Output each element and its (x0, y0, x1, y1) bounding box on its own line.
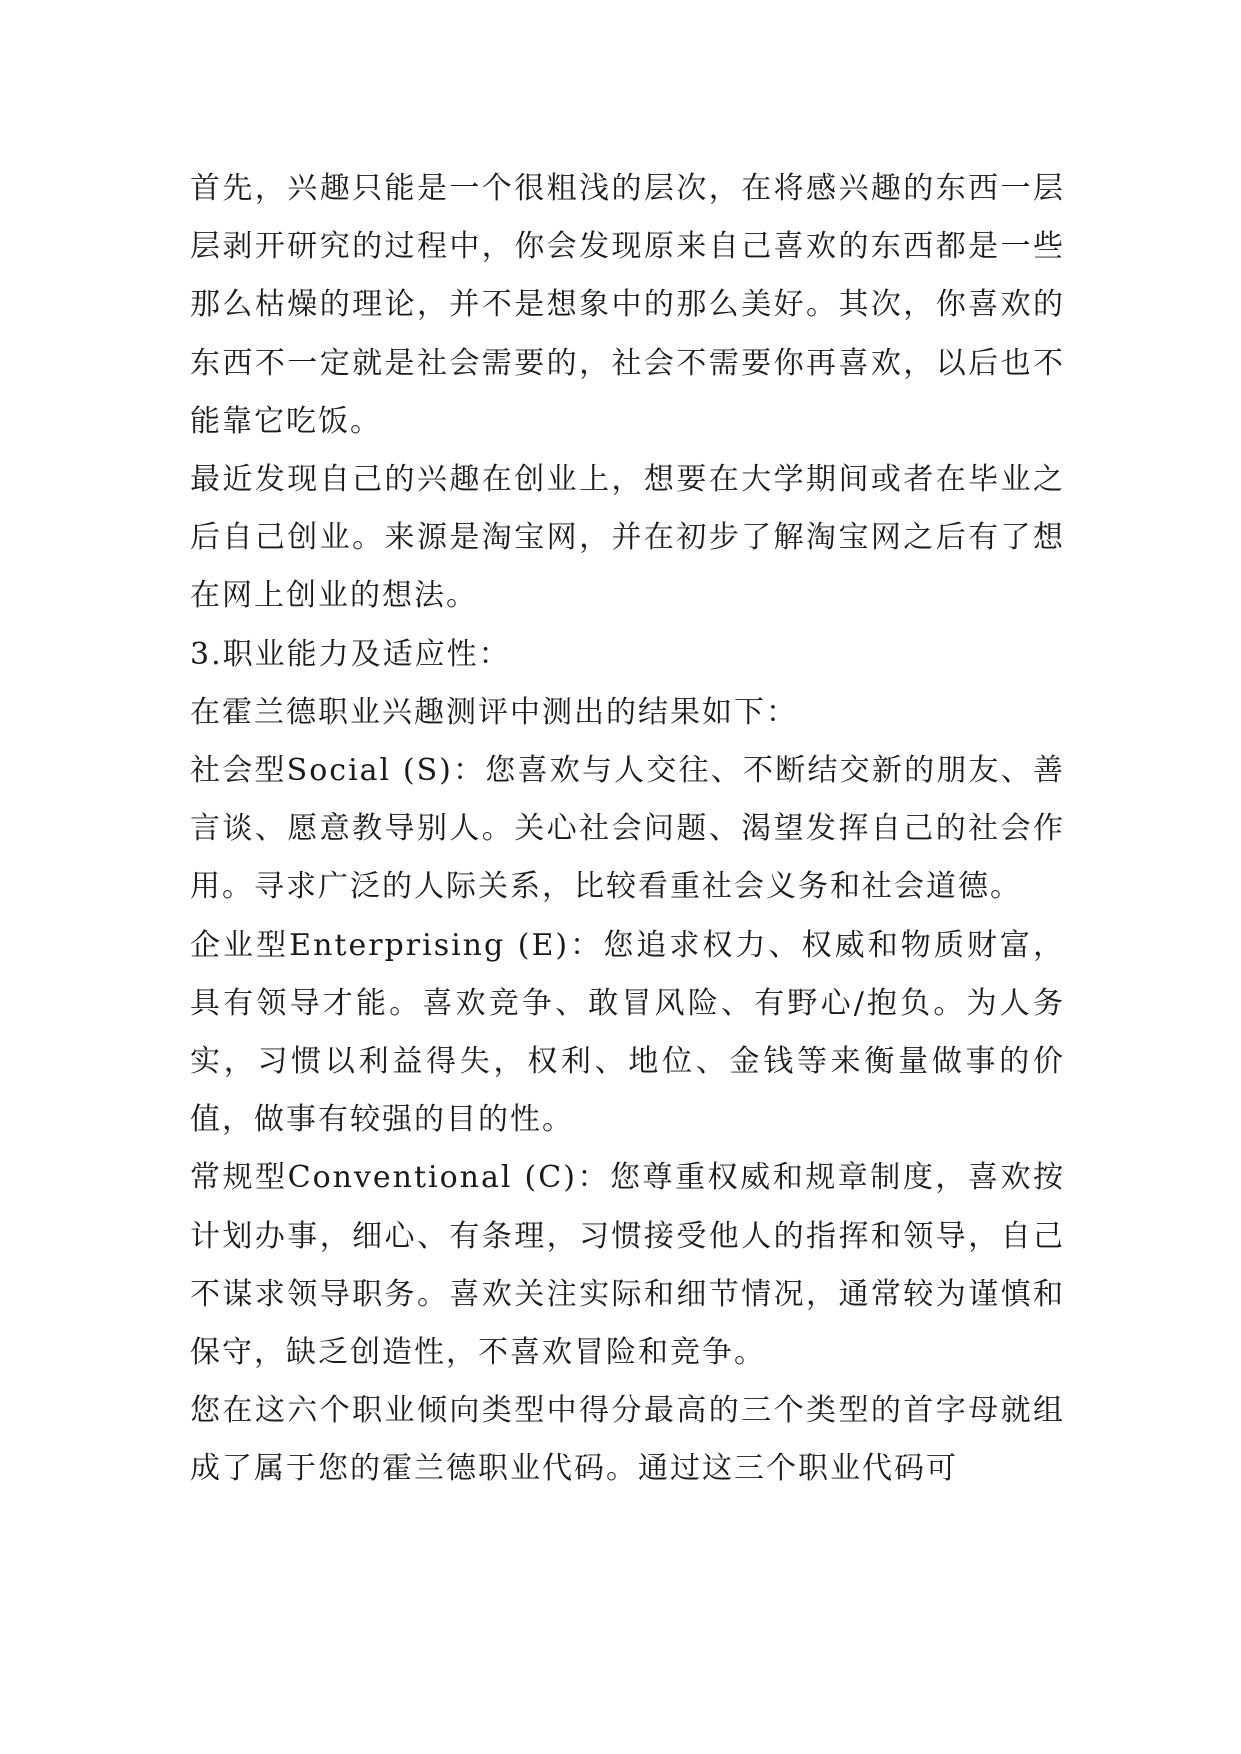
document-body (190, 160, 1065, 1499)
paragraph-enterprising-type: 企业型Enterprising (E)：您追求权力、权威和物质财富，具有领导才能。喜欢竞争、敢冒风险、有野心/抱负。为人务实，习惯以利益得失，权利、地位、金钱等来衡量做事的价值，做事有较强的目的性。 (190, 927, 1065, 1138)
paragraph-interest-levels: 首先，兴趣只能是一个很粗浅的层次，在将感兴趣的东西一层层剥开研究的过程中，你会发现原来自己喜欢的东西都是一些那么枯燥的理论，并不是想象中的那么美好。其次，你喜欢的东西不一定就是社会需要的，社会不需要你再喜欢，以后也不能靠它吃饭。 (190, 171, 1065, 439)
paragraph-conventional-type: 常规型Conventional (C)：您尊重权威和规章制度，喜欢按计划办事，细心、有条理，习惯接受他人的指挥和领导，自己不谋求领导职务。喜欢关注实际和细节情况，通常较为谨慎和保守，缺乏创造性，不喜欢冒险和竞争。 (190, 1160, 1065, 1371)
section-heading-career-ability: 3.职业能力及适应性： (190, 636, 511, 672)
paragraph-entrepreneurship-interest: 最近发现自己的兴趣在创业上，想要在大学期间或者在毕业之后自己创业。来源是淘宝网，并在初步了解淘宝网之后有了想在网上创业的想法。 (190, 462, 1065, 614)
paragraph-social-type: 社会型Social (S)：您喜欢与人交往、不断结交新的朋友、善言谈、愿意教导别人。关心社会问题、渴望发挥自己的社会作用。寻求广泛的人际关系，比较看重社会义务和社会道德。 (190, 753, 1065, 905)
paragraph-holland-test-intro: 在霍兰德职业兴趣测评中测出的结果如下： (190, 694, 798, 730)
paragraph-holland-code: 您在这六个职业倾向类型中得分最高的三个类型的首字母就组成了属于您的霍兰德职业代码。通过这三个职业代码可 (190, 1393, 1065, 1487)
